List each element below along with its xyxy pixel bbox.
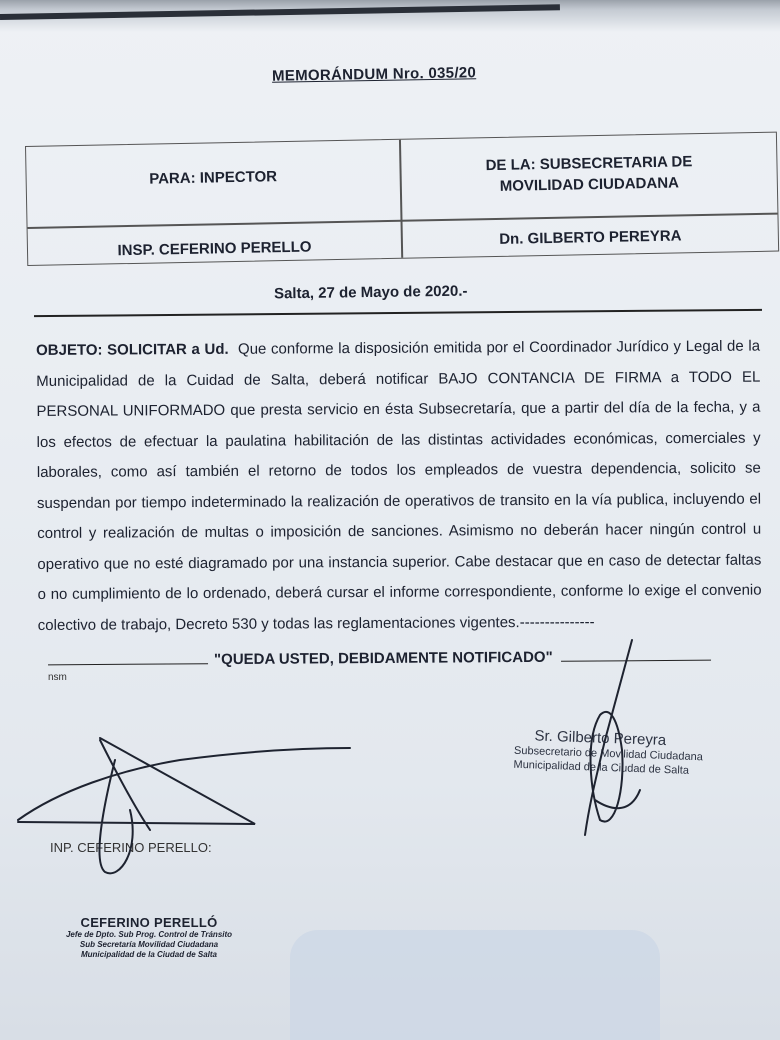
stamp-right-line1: Subsecretario de Movilidad Ciudadana	[513, 744, 704, 764]
stamp-left-line3: Municipalidad de la Ciudad de Salta	[80, 950, 218, 959]
memo-title: MEMORÁNDUM Nro. 035/20	[271, 64, 477, 85]
para-label: PARA: INPECTOR	[149, 168, 278, 188]
inspector-signature-label: INP. CEFERINO PERELLO:	[50, 840, 212, 855]
typist-initials: nsm	[48, 672, 67, 683]
signature-right-stroke	[585, 640, 640, 835]
inspector-name: INSP. CEFERINO PERELLO	[117, 238, 312, 260]
notified-text: "QUEDA USTED, DEBIDAMENTE NOTIFICADO"	[213, 648, 553, 669]
date-line: Salta, 27 de Mayo de 2020.-	[273, 282, 468, 303]
object-label: OBJETO: SOLICITAR a Ud.	[36, 340, 229, 359]
stamp-right-name: Sr. Gilberto Pereyra	[534, 727, 667, 750]
stamp-left-line1: Jefe de Dpto. Sub Prog. Control de Tránsito	[65, 930, 233, 939]
de-la-line1: DE LA: SUBSECRETARIA DE	[485, 153, 693, 175]
signature-left-stroke	[18, 738, 350, 873]
stamp-left-line2: Sub Secretaría Movilidad Ciudadana	[79, 940, 219, 949]
stamp-left-name: CEFERINO PERELLÓ	[80, 915, 218, 930]
de-la-line2: MOVILIDAD CIUDADANA	[499, 174, 680, 195]
stamp-right-line2: Municipalidad de la Ciudad de Salta	[513, 758, 690, 777]
body-text: Que conforme la disposición emitida por el Coordinador Jurídico y Legal de la Municipalidad de la Cuidad de Salta, deberá notificar BAJO CONTANCIA DE FIRMA a TODO EL PERSONAL UNIFORMADO que presta servicio en ésta Subsecretaría, que a partir del día de la fecha, y a los efectos de efectuar la paulatina habilitación de las distintas actividades económicas, comerciales y laborales, como así también el retorno de todos los empleados de vuestra dependencia, solicito se suspendan por tiempo indeterminado la realización de operativos de transito en la vía publica, incluyendo el control y realización de multas o imposición de sanciones. Asimismo no deberán hacer ningún control u operativo que no esté diagramado por una instancia superior. Cabe destacar que en caso de detectar faltas o no cumplimiento de lo ordenado, deberá cursar el informe correspondiente, conforme lo exige el convenio colectivo de trabajo, Decreto 530 y todas las reglamentaciones vigentes.---------------	[36, 337, 762, 634]
sender-name: Dn. GILBERTO PEREYRA	[499, 227, 682, 248]
